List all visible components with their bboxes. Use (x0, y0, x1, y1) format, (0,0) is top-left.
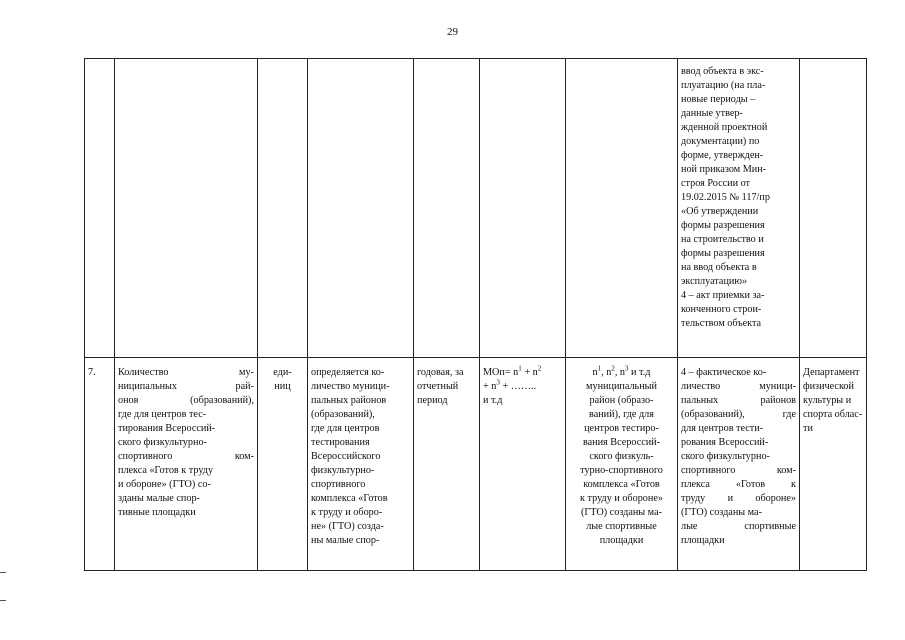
cell-method (678, 358, 800, 571)
text-line: спортивного ком- (681, 465, 796, 476)
text-line: пальных районов (311, 395, 387, 406)
cell-empty (480, 59, 566, 358)
text-line: новые периоды – (681, 94, 756, 105)
text-line: тельством объекта (681, 318, 762, 329)
text-line: на строительство и (681, 234, 764, 245)
scan-edge-mark (0, 572, 6, 573)
text-line: формы разрешения (681, 248, 765, 259)
text-line: комплекса «Готов (583, 479, 660, 490)
text-line: центров тестиро- (584, 423, 659, 434)
text-line: физкультурно- (311, 465, 375, 476)
text-line: личество муници- (311, 381, 390, 392)
text-line: муниципальный (586, 381, 657, 392)
cell-empty (566, 59, 678, 358)
cell-responsible: Департамент физической культуры и спорта облас-ти (800, 358, 867, 571)
text-line: зданы малые спор- (118, 493, 200, 504)
text-line: для центров тести- (681, 423, 764, 434)
indicators-table (84, 58, 867, 571)
text-line: ной приказом Мин- (681, 164, 767, 175)
cell-definition (308, 358, 414, 571)
text-line: ского физкультурно- (118, 437, 207, 448)
cell-empty (414, 59, 480, 358)
text-line: и обороне» (ГТО) со- (118, 479, 211, 490)
page-number: 29 (447, 26, 458, 38)
text-line: 4 – фактическое ко- (681, 367, 767, 378)
text-line: жденной проектной (681, 122, 768, 133)
text-line: не» (ГТО) созда- (311, 521, 384, 532)
text-line: эксплуатацию» (681, 276, 748, 287)
cell-indicator (115, 358, 258, 571)
text-line: ввод объекта в экс- (681, 66, 764, 77)
text-line: формы разрешения (681, 220, 765, 231)
text-line: где для центров (311, 423, 380, 434)
formula-text: и т.д (483, 395, 503, 406)
text-line: (образований), (311, 409, 375, 420)
text-line: плекса «Готов к (681, 479, 796, 490)
cell-empty (308, 59, 414, 358)
text-line: спортивного (311, 479, 366, 490)
text-line: спортивного ком- (118, 451, 254, 462)
text-line: к труду и оборо- (311, 507, 383, 518)
text-line: онов (образований), (118, 395, 254, 406)
text-line: турно-спортивного (580, 465, 663, 476)
text-line: тирования Всероссий- (118, 423, 216, 434)
text-line: вания Всероссий- (582, 437, 661, 448)
text-line: данные утвер- (681, 108, 743, 119)
text-line: лые спортивные (586, 521, 657, 532)
text-line: определяется ко- (311, 367, 385, 378)
text-line: Всероссийского (311, 451, 381, 462)
text-line: площадки (681, 535, 725, 546)
text-line: строя России от (681, 178, 750, 189)
text-line: на ввод объекта в (681, 262, 757, 273)
table-row-7 (85, 358, 867, 571)
text-line: конченного строи- (681, 304, 762, 315)
text-line: ниципальных рай- (118, 381, 254, 392)
cell-unit: еди- ниц (258, 358, 308, 571)
text-line: Количество му- (118, 367, 254, 378)
text-line: ны малые спор- (311, 535, 380, 546)
text-line: личество муници- (681, 381, 796, 392)
text-line: где для центров тес- (118, 409, 207, 420)
text-line: плекса «Готов к труду (118, 465, 214, 476)
cell-empty (85, 59, 115, 358)
text-line: 19.02.2015 № 117/пр (681, 192, 770, 203)
formula-text: $МОп= n^1 + n^2$ (483, 364, 542, 378)
cell-empty (115, 59, 258, 358)
cell-row-number: 7. (85, 358, 115, 571)
text-line: комплекса «Готов (311, 493, 388, 504)
text-line: (ГТО) созданы ма- (681, 507, 762, 518)
text-line: тивные площадки (118, 507, 196, 518)
text-line: тестирования (311, 437, 370, 448)
text-line: документации) по (681, 136, 760, 147)
cell-periodicity: годовая, за отчетный период (414, 358, 480, 571)
cell-formula (480, 358, 566, 571)
text-line: ваний), где для (589, 409, 654, 420)
variables-symbols: $n^1$, $n^2$, $n^3$ и т.д (592, 364, 651, 378)
text-line: к труду и обороне» (580, 493, 663, 504)
formula-text: + $n^3$ + …….. (483, 378, 537, 392)
text-line: 4 – акт приемки за- (681, 290, 765, 301)
text-line: «Об утверждении (681, 206, 759, 217)
cell-variables (566, 358, 678, 571)
text-line: (образований), где (681, 409, 796, 420)
scan-edge-mark (0, 600, 6, 601)
text-line: район (образо- (589, 395, 654, 406)
text-line: труду и обороне» (681, 493, 796, 504)
cell-empty (800, 59, 867, 358)
text-line: площадки (599, 535, 644, 546)
cell-empty (258, 59, 308, 358)
text-line: лые спортивные (681, 521, 796, 532)
text-line: рования Всероссий- (681, 437, 769, 448)
text-line: форме, утвержден- (681, 150, 764, 161)
text-line: пальных районов (681, 395, 796, 406)
text-line: плуатацию (на пла- (681, 80, 766, 91)
table-row-continued (85, 59, 867, 358)
text-line: (ГТО) созданы ма- (581, 507, 662, 518)
text-line: ского физкультурно- (681, 451, 770, 462)
text-line: ского физкуль- (589, 451, 654, 462)
cell-method-continued (678, 59, 800, 358)
